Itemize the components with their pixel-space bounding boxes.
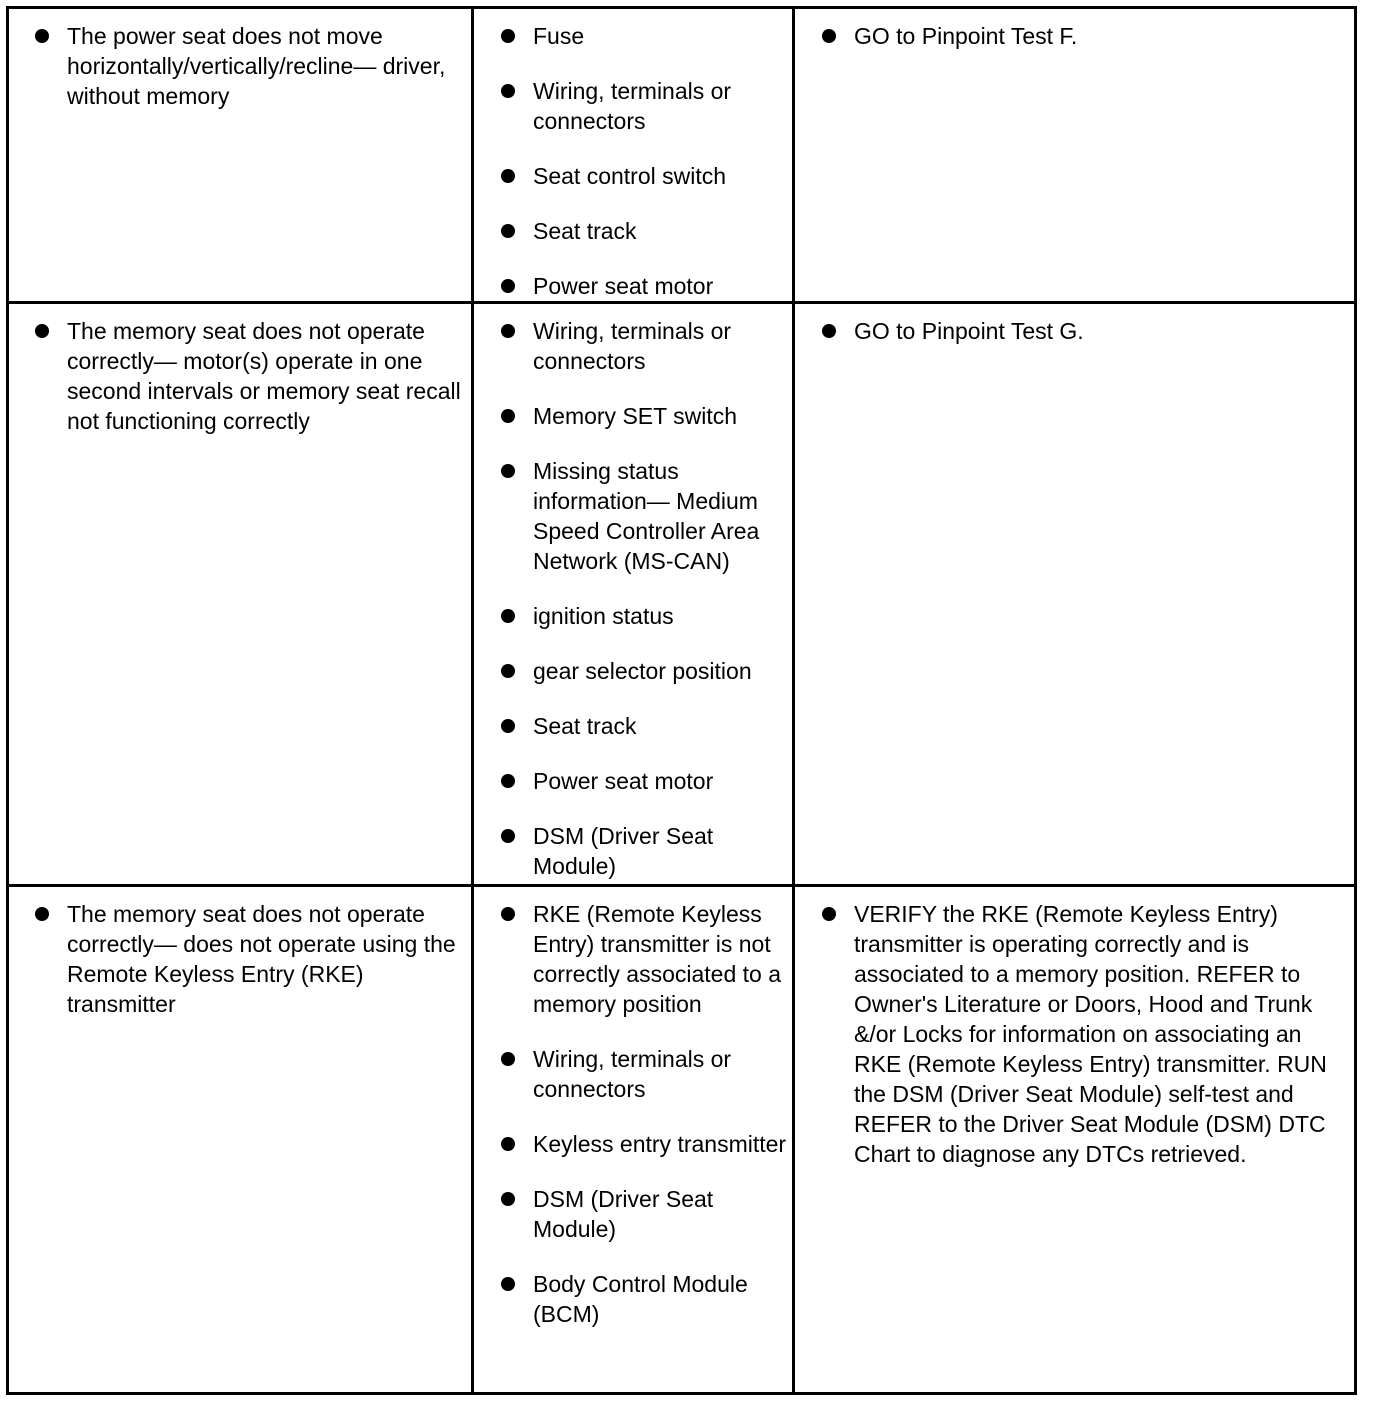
list-item [533,711,788,741]
source-text: ignition status [533,603,674,629]
source-text: DSM (Driver Seat Module) [533,823,714,879]
list-item [533,401,788,431]
source-text: gear selector position [533,658,752,684]
bullet-icon [501,1277,515,1291]
list-item [533,1184,788,1244]
bullet-icon [501,324,515,338]
source-text: Seat control switch [533,163,727,189]
list-item [67,899,467,1019]
bullet-icon [501,29,515,43]
bullet-icon [501,664,515,678]
symptom-text: The power seat does not move horizontally/vertically/recline— driver, without memory [67,23,446,109]
source-text: Power seat motor [533,273,714,299]
list-item [67,316,467,436]
bullet-icon [501,409,515,423]
bullet-icon [501,609,515,623]
bullet-icon [501,829,515,843]
list-item [533,316,788,376]
list-item [533,1044,788,1104]
bullet-icon [501,1052,515,1066]
bullet-icon [35,29,49,43]
list-item [533,821,788,881]
bullet-icon [501,1192,515,1206]
bullet-icon [501,1137,515,1151]
action-cell [795,9,1354,301]
source-text: RKE (Remote Keyless Entry) transmitter is not correctly associated to a memory position [533,901,782,1017]
symptom-text: The memory seat does not operate correctly— does not operate using the Remote Keyless Entry (RKE) transmitter [67,901,456,1017]
table-row [9,887,1354,1392]
bullet-icon [501,224,515,238]
action-text: GO to Pinpoint Test G. [854,318,1084,344]
action-text: VERIFY the RKE (Remote Keyless Entry) transmitter is operating correctly and is associated to a memory position. REFER to Owner's Literature or Doors, Hood and Trunk &/or Locks for information on associating an RKE (Remote Keyless Entry) transmitter. RUN the DSM (Driver Seat Module) self-test and REFER to the Driver Seat Module (DSM) DTC Chart to diagnose any DTCs retrieved. [854,901,1327,1167]
source-text: Seat track [533,713,637,739]
list-item [854,316,1346,346]
possible-source-cell [474,887,795,1392]
list-item [533,21,788,51]
symptom-chart-table [6,6,1357,1395]
bullet-icon [822,324,836,338]
bullet-icon [501,169,515,183]
action-text: GO to Pinpoint Test F. [854,23,1078,49]
bullet-icon [501,279,515,293]
bullet-icon [501,774,515,788]
possible-source-cell [474,304,795,884]
table-row [9,9,1354,304]
bullet-icon [501,907,515,921]
bullet-icon [822,907,836,921]
bullet-icon [501,464,515,478]
possible-source-cell [474,9,795,301]
bullet-icon [501,719,515,733]
list-item [533,161,788,191]
table-row [9,304,1354,887]
source-text: Body Control Module (BCM) [533,1271,748,1327]
source-text: Memory SET switch [533,403,738,429]
bullet-icon [822,29,836,43]
bullet-icon [501,84,515,98]
source-text: DSM (Driver Seat Module) [533,1186,714,1242]
symptom-text: The memory seat does not operate correctly— motor(s) operate in one second intervals or memory seat recall not functioning correctly [67,318,461,434]
source-text: Fuse [533,23,585,49]
list-item [67,21,467,111]
action-cell [795,887,1354,1392]
list-item [533,601,788,631]
source-text: Wiring, terminals or connectors [533,78,732,134]
symptom-cell [9,887,474,1392]
list-item [854,21,1346,51]
list-item [533,766,788,796]
list-item [533,899,788,1019]
source-text: Wiring, terminals or connectors [533,318,732,374]
symptom-cell [9,304,474,884]
source-text: Wiring, terminals or connectors [533,1046,732,1102]
list-item [533,76,788,136]
list-item [533,271,788,301]
action-cell [795,304,1354,884]
bullet-icon [35,907,49,921]
source-text: Keyless entry transmitter [533,1131,787,1157]
list-item [533,216,788,246]
list-item [533,1269,788,1329]
list-item [533,1129,788,1159]
list-item [533,656,788,686]
source-text: Power seat motor [533,768,714,794]
list-item [533,456,788,576]
bullet-icon [35,324,49,338]
source-text: Seat track [533,218,637,244]
symptom-cell [9,9,474,301]
source-text: Missing status information— Medium Speed Controller Area Network (MS-CAN) [533,458,760,574]
list-item [854,899,1346,1169]
